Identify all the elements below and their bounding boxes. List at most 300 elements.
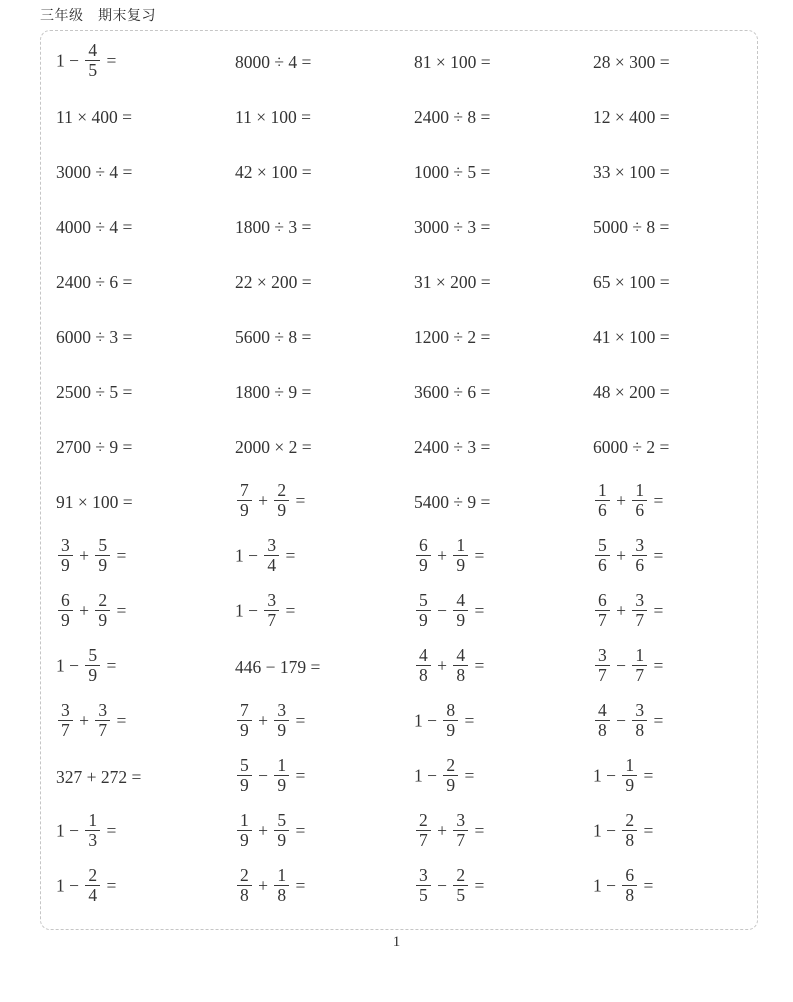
fraction-denominator: 9 bbox=[237, 720, 252, 740]
fraction-denominator: 8 bbox=[453, 665, 468, 685]
math-problem bbox=[399, 492, 578, 513]
math-text: 41 × 100 = bbox=[593, 327, 670, 347]
fraction bbox=[595, 591, 610, 630]
fraction-denominator: 6 bbox=[595, 500, 610, 520]
fraction bbox=[274, 811, 289, 850]
math-text: − bbox=[253, 765, 273, 786]
fraction-numerator: 3 bbox=[456, 810, 466, 831]
math-text: 11 × 400 = bbox=[56, 107, 132, 127]
math-text: 1 − bbox=[593, 820, 621, 841]
fraction-numerator: 2 bbox=[625, 810, 635, 831]
fraction-denominator: 8 bbox=[274, 885, 289, 905]
fraction-denominator: 4 bbox=[85, 885, 100, 905]
math-problem bbox=[41, 700, 220, 742]
math-text: = bbox=[102, 875, 117, 896]
fraction-denominator: 7 bbox=[453, 830, 468, 850]
fraction-denominator: 6 bbox=[632, 555, 647, 575]
fraction bbox=[595, 701, 610, 740]
math-text: 1 − bbox=[414, 765, 442, 786]
math-text: = bbox=[102, 655, 117, 676]
math-text: 2400 ÷ 3 = bbox=[414, 437, 491, 457]
fraction bbox=[453, 866, 468, 905]
fraction-denominator: 7 bbox=[595, 610, 610, 630]
math-problem bbox=[399, 162, 578, 183]
fraction bbox=[58, 701, 73, 740]
math-problem bbox=[41, 217, 220, 238]
fraction-numerator: 6 bbox=[61, 590, 70, 611]
math-text: 6000 ÷ 2 = bbox=[593, 437, 670, 457]
math-text: = bbox=[102, 50, 117, 71]
math-text: 1 − bbox=[235, 545, 263, 566]
math-text: − bbox=[432, 600, 452, 621]
fraction-denominator: 9 bbox=[443, 775, 458, 795]
math-text: 1 − bbox=[56, 50, 84, 71]
fraction-numerator: 8 bbox=[446, 700, 456, 721]
fraction-denominator: 9 bbox=[274, 500, 289, 520]
math-text: + bbox=[611, 490, 631, 511]
fraction-numerator: 5 bbox=[419, 590, 428, 611]
math-text: = bbox=[470, 875, 485, 896]
math-problem bbox=[41, 437, 220, 458]
math-text: 2500 ÷ 5 = bbox=[56, 382, 133, 402]
math-text: 6000 ÷ 3 = bbox=[56, 327, 133, 347]
fraction-denominator: 8 bbox=[632, 720, 647, 740]
fraction-denominator: 9 bbox=[416, 555, 431, 575]
fraction bbox=[237, 866, 252, 905]
fraction-denominator: 8 bbox=[237, 885, 252, 905]
math-problem bbox=[41, 107, 220, 128]
math-text: = bbox=[460, 765, 475, 786]
fraction-denominator: 9 bbox=[274, 775, 289, 795]
math-text: = bbox=[112, 710, 127, 731]
math-text: 327 + 272 = bbox=[56, 767, 142, 787]
fraction-numerator: 3 bbox=[267, 535, 277, 556]
math-text: = bbox=[649, 655, 664, 676]
math-problem bbox=[578, 162, 757, 183]
fraction bbox=[595, 481, 610, 520]
fraction-denominator: 5 bbox=[85, 60, 100, 80]
fraction-denominator: 5 bbox=[416, 885, 431, 905]
fraction-denominator: 7 bbox=[632, 610, 647, 630]
math-text: = bbox=[102, 820, 117, 841]
fraction-denominator: 8 bbox=[622, 885, 637, 905]
fraction-denominator: 9 bbox=[453, 610, 468, 630]
fraction bbox=[416, 811, 431, 850]
fraction-numerator: 3 bbox=[61, 535, 70, 556]
math-text: + bbox=[253, 490, 273, 511]
fraction bbox=[58, 591, 73, 630]
math-text: = bbox=[649, 490, 664, 511]
math-text: 65 × 100 = bbox=[593, 272, 670, 292]
fraction-denominator: 7 bbox=[95, 720, 110, 740]
fraction-denominator: 9 bbox=[237, 500, 252, 520]
fraction-numerator: 3 bbox=[635, 700, 645, 721]
math-text: 1000 ÷ 5 = bbox=[414, 162, 491, 182]
fraction bbox=[416, 591, 431, 630]
fraction bbox=[237, 481, 252, 520]
math-text: 31 × 200 = bbox=[414, 272, 491, 292]
math-text: 3600 ÷ 6 = bbox=[414, 382, 491, 402]
math-problem bbox=[578, 217, 757, 238]
fraction-numerator: 3 bbox=[98, 700, 108, 721]
fraction bbox=[453, 646, 468, 685]
math-problem bbox=[220, 657, 399, 678]
math-problem bbox=[399, 535, 578, 577]
math-problem bbox=[220, 52, 399, 73]
math-text: 446 − 179 = bbox=[235, 657, 321, 677]
fraction bbox=[274, 481, 289, 520]
math-text: 1 − bbox=[414, 710, 442, 731]
math-problem bbox=[399, 107, 578, 128]
fraction bbox=[95, 701, 110, 740]
math-problem bbox=[399, 645, 578, 687]
fraction-denominator: 9 bbox=[622, 775, 637, 795]
math-text: + bbox=[74, 600, 94, 621]
fraction bbox=[453, 811, 468, 850]
fraction-numerator: 5 bbox=[88, 645, 98, 666]
math-text: 2400 ÷ 6 = bbox=[56, 272, 133, 292]
fraction-numerator: 1 bbox=[277, 755, 287, 776]
math-problem bbox=[220, 755, 399, 797]
math-text: = bbox=[639, 765, 654, 786]
math-text: 1 − bbox=[235, 600, 263, 621]
math-text: = bbox=[649, 545, 664, 566]
math-problem bbox=[578, 107, 757, 128]
fraction-numerator: 4 bbox=[598, 700, 607, 721]
math-text: 2700 ÷ 9 = bbox=[56, 437, 133, 457]
fraction bbox=[453, 591, 468, 630]
math-text: 48 × 200 = bbox=[593, 382, 670, 402]
math-problem bbox=[41, 645, 220, 687]
fraction bbox=[443, 756, 458, 795]
math-problem bbox=[399, 327, 578, 348]
fraction bbox=[622, 811, 637, 850]
math-text: = bbox=[291, 875, 306, 896]
math-problem bbox=[399, 437, 578, 458]
fraction bbox=[632, 701, 647, 740]
fraction-numerator: 6 bbox=[625, 865, 635, 886]
fraction-denominator: 9 bbox=[274, 830, 289, 850]
fraction-numerator: 2 bbox=[88, 865, 98, 886]
math-text: = bbox=[281, 545, 296, 566]
math-text: 42 × 100 = bbox=[235, 162, 312, 182]
fraction-numerator: 1 bbox=[635, 645, 645, 666]
fraction bbox=[274, 701, 289, 740]
fraction-numerator: 3 bbox=[419, 865, 428, 886]
math-problem bbox=[578, 645, 757, 687]
fraction-numerator: 1 bbox=[598, 480, 607, 501]
math-problem bbox=[220, 272, 399, 293]
math-text: = bbox=[291, 710, 306, 731]
math-problem bbox=[41, 382, 220, 403]
fraction-denominator: 9 bbox=[416, 610, 431, 630]
math-problem bbox=[41, 162, 220, 183]
math-problem bbox=[578, 437, 757, 458]
math-problem bbox=[399, 382, 578, 403]
math-problem bbox=[399, 217, 578, 238]
fraction-numerator: 4 bbox=[419, 645, 428, 666]
math-problem bbox=[399, 700, 578, 742]
fraction-denominator: 9 bbox=[95, 555, 110, 575]
math-problem bbox=[41, 810, 220, 852]
fraction bbox=[85, 866, 100, 905]
math-problem bbox=[399, 810, 578, 852]
fraction-numerator: 7 bbox=[240, 480, 249, 501]
math-text: 3000 ÷ 4 = bbox=[56, 162, 133, 182]
math-problem bbox=[41, 327, 220, 348]
math-problem bbox=[220, 590, 399, 632]
math-problem bbox=[220, 107, 399, 128]
math-problem bbox=[41, 40, 220, 82]
fraction-denominator: 7 bbox=[264, 610, 279, 630]
fraction-denominator: 8 bbox=[595, 720, 610, 740]
problem-box bbox=[40, 30, 758, 930]
fraction-numerator: 5 bbox=[98, 535, 108, 556]
math-text: = bbox=[281, 600, 296, 621]
fraction bbox=[264, 591, 279, 630]
math-problem bbox=[578, 865, 757, 907]
math-text: + bbox=[432, 820, 452, 841]
fraction-denominator: 9 bbox=[237, 830, 252, 850]
math-text: + bbox=[253, 820, 273, 841]
fraction-denominator: 9 bbox=[237, 775, 252, 795]
math-text: 22 × 200 = bbox=[235, 272, 312, 292]
fraction bbox=[622, 866, 637, 905]
math-problem bbox=[41, 535, 220, 577]
math-text: − bbox=[432, 875, 452, 896]
math-text: + bbox=[253, 710, 273, 731]
math-problem bbox=[220, 162, 399, 183]
fraction bbox=[416, 646, 431, 685]
math-problem bbox=[578, 480, 757, 522]
fraction bbox=[274, 866, 289, 905]
math-text: 1 − bbox=[56, 655, 84, 676]
math-text: = bbox=[649, 710, 664, 731]
fraction-numerator: 1 bbox=[88, 810, 98, 831]
fraction bbox=[237, 811, 252, 850]
math-text: 33 × 100 = bbox=[593, 162, 670, 182]
fraction-denominator: 9 bbox=[274, 720, 289, 740]
fraction bbox=[237, 756, 252, 795]
math-text: − bbox=[611, 655, 631, 676]
math-problem bbox=[578, 52, 757, 73]
math-text: = bbox=[470, 820, 485, 841]
fraction-numerator: 5 bbox=[277, 810, 287, 831]
math-text: = bbox=[470, 600, 485, 621]
math-text: + bbox=[611, 545, 631, 566]
fraction-denominator: 6 bbox=[632, 500, 647, 520]
math-text: 1200 ÷ 2 = bbox=[414, 327, 491, 347]
fraction bbox=[632, 536, 647, 575]
math-problem bbox=[41, 272, 220, 293]
math-text: + bbox=[432, 545, 452, 566]
fraction-numerator: 2 bbox=[419, 810, 428, 831]
math-problem bbox=[220, 327, 399, 348]
math-problem bbox=[220, 810, 399, 852]
fraction-numerator: 5 bbox=[240, 755, 249, 776]
fraction-numerator: 3 bbox=[267, 590, 277, 611]
fraction-numerator: 3 bbox=[635, 590, 645, 611]
math-problem bbox=[578, 590, 757, 632]
fraction bbox=[443, 701, 458, 740]
page-footer bbox=[0, 934, 793, 951]
math-problem bbox=[41, 590, 220, 632]
math-text: 28 × 300 = bbox=[593, 52, 670, 72]
math-text: 5400 ÷ 9 = bbox=[414, 492, 491, 512]
fraction-denominator: 8 bbox=[416, 665, 431, 685]
fraction-numerator: 4 bbox=[456, 590, 466, 611]
math-text: 12 × 400 = bbox=[593, 107, 670, 127]
math-text: 5600 ÷ 8 = bbox=[235, 327, 312, 347]
math-problem bbox=[220, 382, 399, 403]
math-text: 8000 ÷ 4 = bbox=[235, 52, 312, 72]
fraction-denominator: 9 bbox=[58, 555, 73, 575]
fraction-numerator: 3 bbox=[61, 700, 70, 721]
fraction-denominator: 9 bbox=[58, 610, 73, 630]
math-text: − bbox=[611, 710, 631, 731]
fraction-denominator: 6 bbox=[595, 555, 610, 575]
fraction-numerator: 2 bbox=[446, 755, 456, 776]
math-text: 91 × 100 = bbox=[56, 492, 133, 512]
math-problem bbox=[578, 327, 757, 348]
math-text: 1800 ÷ 9 = bbox=[235, 382, 312, 402]
fraction-denominator: 8 bbox=[622, 830, 637, 850]
math-text: = bbox=[112, 600, 127, 621]
math-text: 4000 ÷ 4 = bbox=[56, 217, 133, 237]
math-problem bbox=[220, 535, 399, 577]
math-text: + bbox=[74, 545, 94, 566]
fraction bbox=[95, 536, 110, 575]
math-text: + bbox=[611, 600, 631, 621]
math-problem bbox=[399, 52, 578, 73]
math-text: = bbox=[291, 765, 306, 786]
math-problem bbox=[220, 217, 399, 238]
math-problem bbox=[399, 865, 578, 907]
fraction-numerator: 4 bbox=[88, 40, 98, 61]
math-text: = bbox=[291, 820, 306, 841]
fraction bbox=[95, 591, 110, 630]
math-problem bbox=[578, 272, 757, 293]
math-text: = bbox=[112, 545, 127, 566]
math-problem bbox=[399, 272, 578, 293]
fraction-numerator: 3 bbox=[635, 535, 645, 556]
math-text: 3000 ÷ 3 = bbox=[414, 217, 491, 237]
fraction-numerator: 2 bbox=[98, 590, 108, 611]
fraction bbox=[274, 756, 289, 795]
math-text: 11 × 100 = bbox=[235, 107, 311, 127]
math-problem bbox=[220, 437, 399, 458]
fraction-denominator: 9 bbox=[95, 610, 110, 630]
fraction bbox=[622, 756, 637, 795]
fraction-numerator: 4 bbox=[456, 645, 466, 666]
math-problem bbox=[220, 700, 399, 742]
fraction bbox=[85, 646, 100, 685]
fraction-numerator: 6 bbox=[598, 590, 607, 611]
fraction bbox=[595, 536, 610, 575]
fraction-denominator: 3 bbox=[85, 830, 100, 850]
fraction-numerator: 6 bbox=[419, 535, 428, 556]
math-text: + bbox=[432, 655, 452, 676]
math-text: 5000 ÷ 8 = bbox=[593, 217, 670, 237]
fraction-denominator: 7 bbox=[632, 665, 647, 685]
math-text: = bbox=[639, 820, 654, 841]
math-problem bbox=[578, 535, 757, 577]
fraction-numerator: 1 bbox=[635, 480, 645, 501]
fraction-numerator: 5 bbox=[598, 535, 607, 556]
fraction-numerator: 7 bbox=[240, 700, 249, 721]
fraction-numerator: 3 bbox=[598, 645, 607, 666]
fraction bbox=[453, 536, 468, 575]
fraction bbox=[416, 536, 431, 575]
page-number: 1 bbox=[392, 934, 401, 950]
fraction-denominator: 7 bbox=[416, 830, 431, 850]
fraction bbox=[237, 701, 252, 740]
fraction-numerator: 1 bbox=[456, 535, 466, 556]
fraction bbox=[632, 481, 647, 520]
math-text: = bbox=[470, 545, 485, 566]
fraction-denominator: 9 bbox=[443, 720, 458, 740]
fraction-denominator: 5 bbox=[453, 885, 468, 905]
math-text: 1 − bbox=[56, 820, 84, 841]
fraction bbox=[58, 536, 73, 575]
page-header bbox=[40, 5, 156, 25]
fraction bbox=[416, 866, 431, 905]
fraction-numerator: 1 bbox=[277, 865, 287, 886]
fraction bbox=[632, 591, 647, 630]
math-problem bbox=[220, 865, 399, 907]
fraction bbox=[85, 41, 100, 80]
math-text: = bbox=[291, 490, 306, 511]
math-text: + bbox=[253, 875, 273, 896]
math-text: = bbox=[649, 600, 664, 621]
math-problem bbox=[220, 480, 399, 522]
fraction-numerator: 1 bbox=[625, 755, 635, 776]
math-text: + bbox=[74, 710, 94, 731]
math-text: 1 − bbox=[593, 765, 621, 786]
fraction-denominator: 7 bbox=[595, 665, 610, 685]
math-problem bbox=[578, 382, 757, 403]
math-text: 81 × 100 = bbox=[414, 52, 491, 72]
math-problem bbox=[578, 810, 757, 852]
fraction-denominator: 4 bbox=[264, 555, 279, 575]
worksheet-title: 三年级 期末复习 bbox=[40, 9, 156, 24]
fraction-denominator: 9 bbox=[453, 555, 468, 575]
math-problem bbox=[578, 700, 757, 742]
math-problem bbox=[41, 767, 220, 788]
fraction-numerator: 1 bbox=[240, 810, 249, 831]
math-problem bbox=[578, 755, 757, 797]
math-problem bbox=[41, 492, 220, 513]
math-text: = bbox=[470, 655, 485, 676]
math-problem bbox=[399, 590, 578, 632]
math-text: 1 − bbox=[593, 875, 621, 896]
math-problem bbox=[41, 865, 220, 907]
fraction bbox=[264, 536, 279, 575]
math-text: 2400 ÷ 8 = bbox=[414, 107, 491, 127]
fraction bbox=[632, 646, 647, 685]
math-text: = bbox=[460, 710, 475, 731]
fraction-numerator: 2 bbox=[456, 865, 466, 886]
fraction bbox=[595, 646, 610, 685]
fraction-denominator: 9 bbox=[85, 665, 100, 685]
math-text: 1800 ÷ 3 = bbox=[235, 217, 312, 237]
math-problem bbox=[399, 755, 578, 797]
fraction-numerator: 3 bbox=[277, 700, 287, 721]
problem-grid bbox=[41, 31, 757, 915]
math-text: 1 − bbox=[56, 875, 84, 896]
fraction bbox=[85, 811, 100, 850]
fraction-numerator: 2 bbox=[240, 865, 249, 886]
